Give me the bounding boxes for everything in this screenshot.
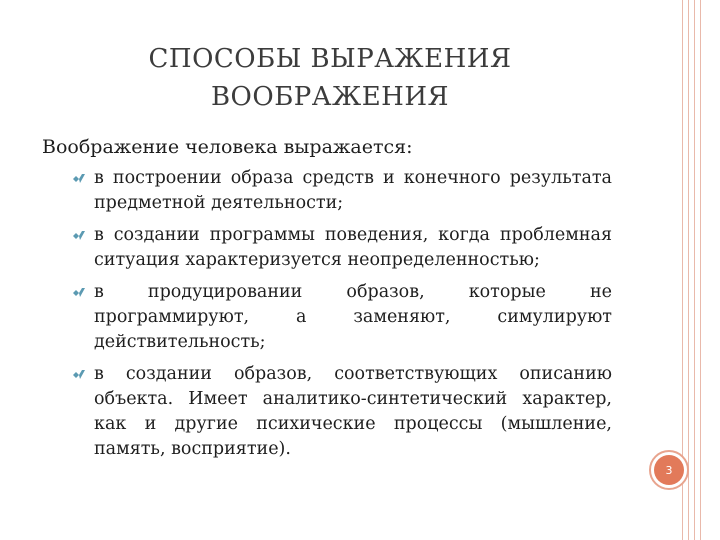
frame-line <box>700 0 701 540</box>
list-item-text: в создании образов, соответствующих описанию объекта. Имеет аналитико-синтетический характер, как и другие психические процессы (мышление, память, восприятие). <box>94 364 612 459</box>
slide-title-line-2: ВООБРАЖЕНИЯ <box>210 82 450 112</box>
frame-line <box>694 0 695 540</box>
bullet-list <box>72 166 612 469</box>
list-item <box>72 362 612 462</box>
slide-title <box>80 40 580 116</box>
diamond-check-icon <box>72 368 86 382</box>
list-item-text: в продуцировании образов, которые не программируют, а заменяют, симулируют действительность; <box>94 282 612 352</box>
list-item <box>72 223 612 273</box>
lead-text: Воображение человека выражается: <box>42 136 413 158</box>
list-item <box>72 166 612 216</box>
diamond-check-icon <box>72 172 86 186</box>
list-item-text: в построении образа средств и конечного результата предметной деятельности; <box>94 168 612 213</box>
diamond-check-icon <box>72 286 86 300</box>
page-number-badge <box>649 450 689 490</box>
frame-line <box>688 0 689 540</box>
page-number: 3 <box>654 455 684 485</box>
diamond-check-icon <box>72 229 86 243</box>
list-item-text: в создании программы поведения, когда проблемная ситуация характеризуется неопределенностью; <box>94 225 612 270</box>
list-item <box>72 280 612 355</box>
slide-title-line-1: СПОСОБЫ ВЫРАЖЕНИЯ <box>148 44 512 74</box>
